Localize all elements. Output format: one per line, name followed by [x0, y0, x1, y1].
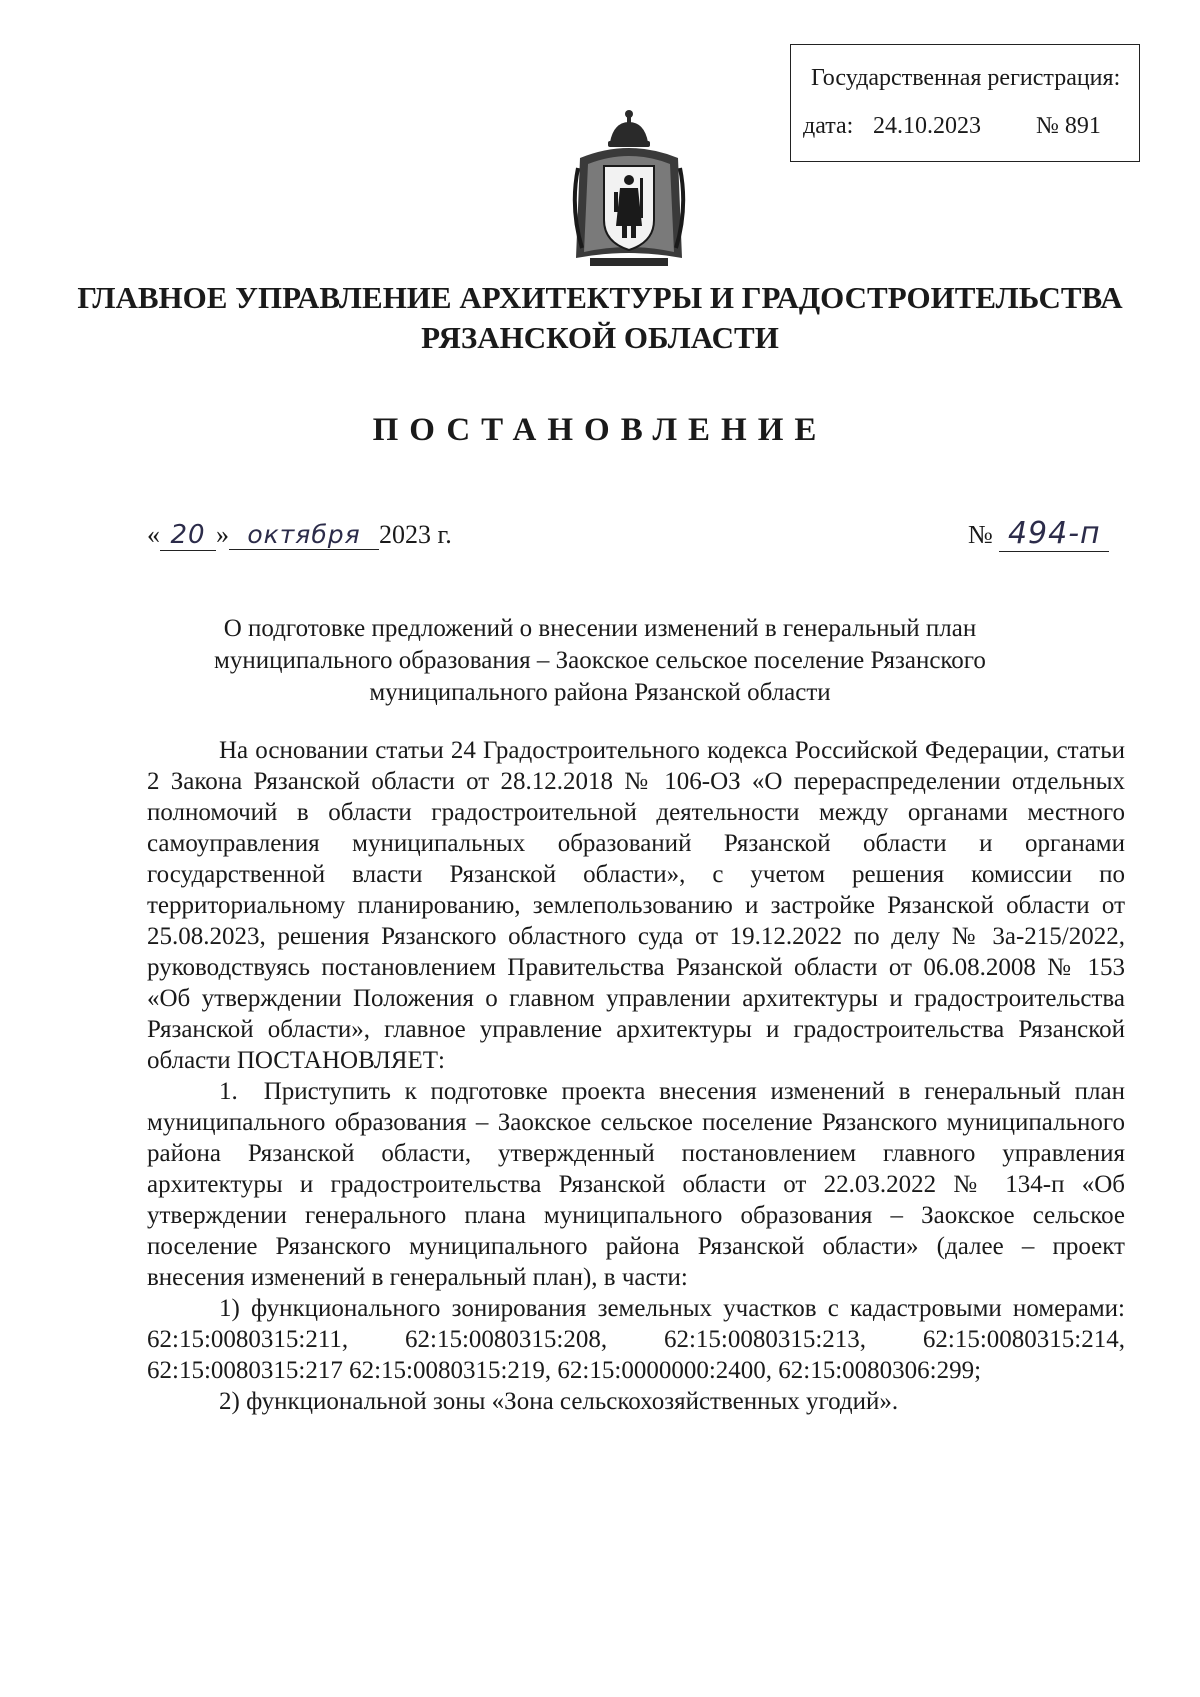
- item-1-number: 1.: [219, 1078, 238, 1105]
- date-close-quote: »: [216, 520, 229, 549]
- date-month: октября: [229, 520, 379, 550]
- preamble-paragraph: На основании статьи 24 Градостроительного кодекса Российской Федерации, статьи 2 Закона Рязанской области от 28.12.2018 № 106-ОЗ «О перераспределении отдельных полномочий в области градостроительной деятельности между органами местного самоуправления муниципальных образований Рязанской области и органами государственной власти Рязанской области», с учетом решения комиссии по территориальному планированию, землепользованию и застройке Рязанской области от 25.08.2023, решения Рязанского областного суда от 19.12.2022 по делу № 3а-215/2022, руководствуясь постановлением Правительства Рязанской области от 06.08.2008 № 153 «Об утверждении Положения о главном управлении архитектуры и градостроительства Рязанской области», главное управление архитектуры и градостроительства Рязанской области ПОСТАНОВЛЯЕТ:: [147, 737, 1125, 1074]
- registration-number: № 891: [1036, 113, 1101, 139]
- item-1-paragraph: [147, 1076, 1125, 1293]
- subitem-1-paragraph: 1) функционального зонирования земельных участков с кадастровыми номерами: 62:15:0080315:211, 62:15:0080315:208, 62:15:0080315:213, 62:15:0080315:214, 62:15:0080315:217 62:15:0080315:219, 62:15:0000000:2400, 62:15:0080306:299;: [147, 1295, 1125, 1384]
- date-day: 20: [160, 520, 216, 551]
- document-type: ПОСТАНОВЛЕНИЕ: [372, 412, 828, 448]
- organization-name-line-1: ГЛАВНОЕ УПРАВЛЕНИЕ АРХИТЕКТУРЫ И ГРАДОСТРОИТЕЛЬСТВА: [77, 280, 1123, 315]
- registration-title: Государственная регистрация:: [811, 65, 1121, 91]
- registration-date-value: 24.10.2023: [873, 113, 981, 139]
- ryazan-coat-of-arms-icon: [570, 108, 688, 270]
- organization-name-line-2: РЯЗАНСКОЙ ОБЛАСТИ: [421, 320, 779, 355]
- date-open-quote: «: [147, 520, 160, 549]
- subject-line-1: О подготовке предложений о внесении изменений в генеральный план: [223, 615, 977, 642]
- organization-name: [60, 278, 1140, 358]
- document-date: [147, 520, 452, 551]
- document-number: [968, 516, 1109, 552]
- subject-line-2: муниципального образования – Заокское сельское поселение Рязанского: [214, 647, 986, 674]
- subject-line-3: муниципального района Рязанской области: [369, 679, 831, 706]
- document-subject: [160, 613, 1040, 709]
- number-value: 494-п: [999, 516, 1109, 552]
- document-body: [147, 735, 1125, 1417]
- item-1-text: Приступить к подготовке проекта внесения изменений в генеральный план муниципального образования – Заокское сельское поселение Рязанского муниципального района Рязанской области, утвержденный постановлением главного управления архитектуры и градостроительства Рязанской области от 22.03.2022 № 134-п «Об утверждении генерального плана муниципального образования – Заокское сельское поселение Рязанского муниципального района Рязанской области» (далее – проект внесения изменений в генеральный план), в части:: [147, 1078, 1125, 1291]
- subitem-2-paragraph: 2) функциональной зоны «Зона сельскохозяйственных угодий».: [219, 1388, 899, 1415]
- registration-date-label: дата:: [803, 113, 854, 139]
- registration-box: [790, 44, 1140, 162]
- date-year: 2023 г.: [379, 520, 452, 549]
- number-prefix: №: [968, 520, 993, 549]
